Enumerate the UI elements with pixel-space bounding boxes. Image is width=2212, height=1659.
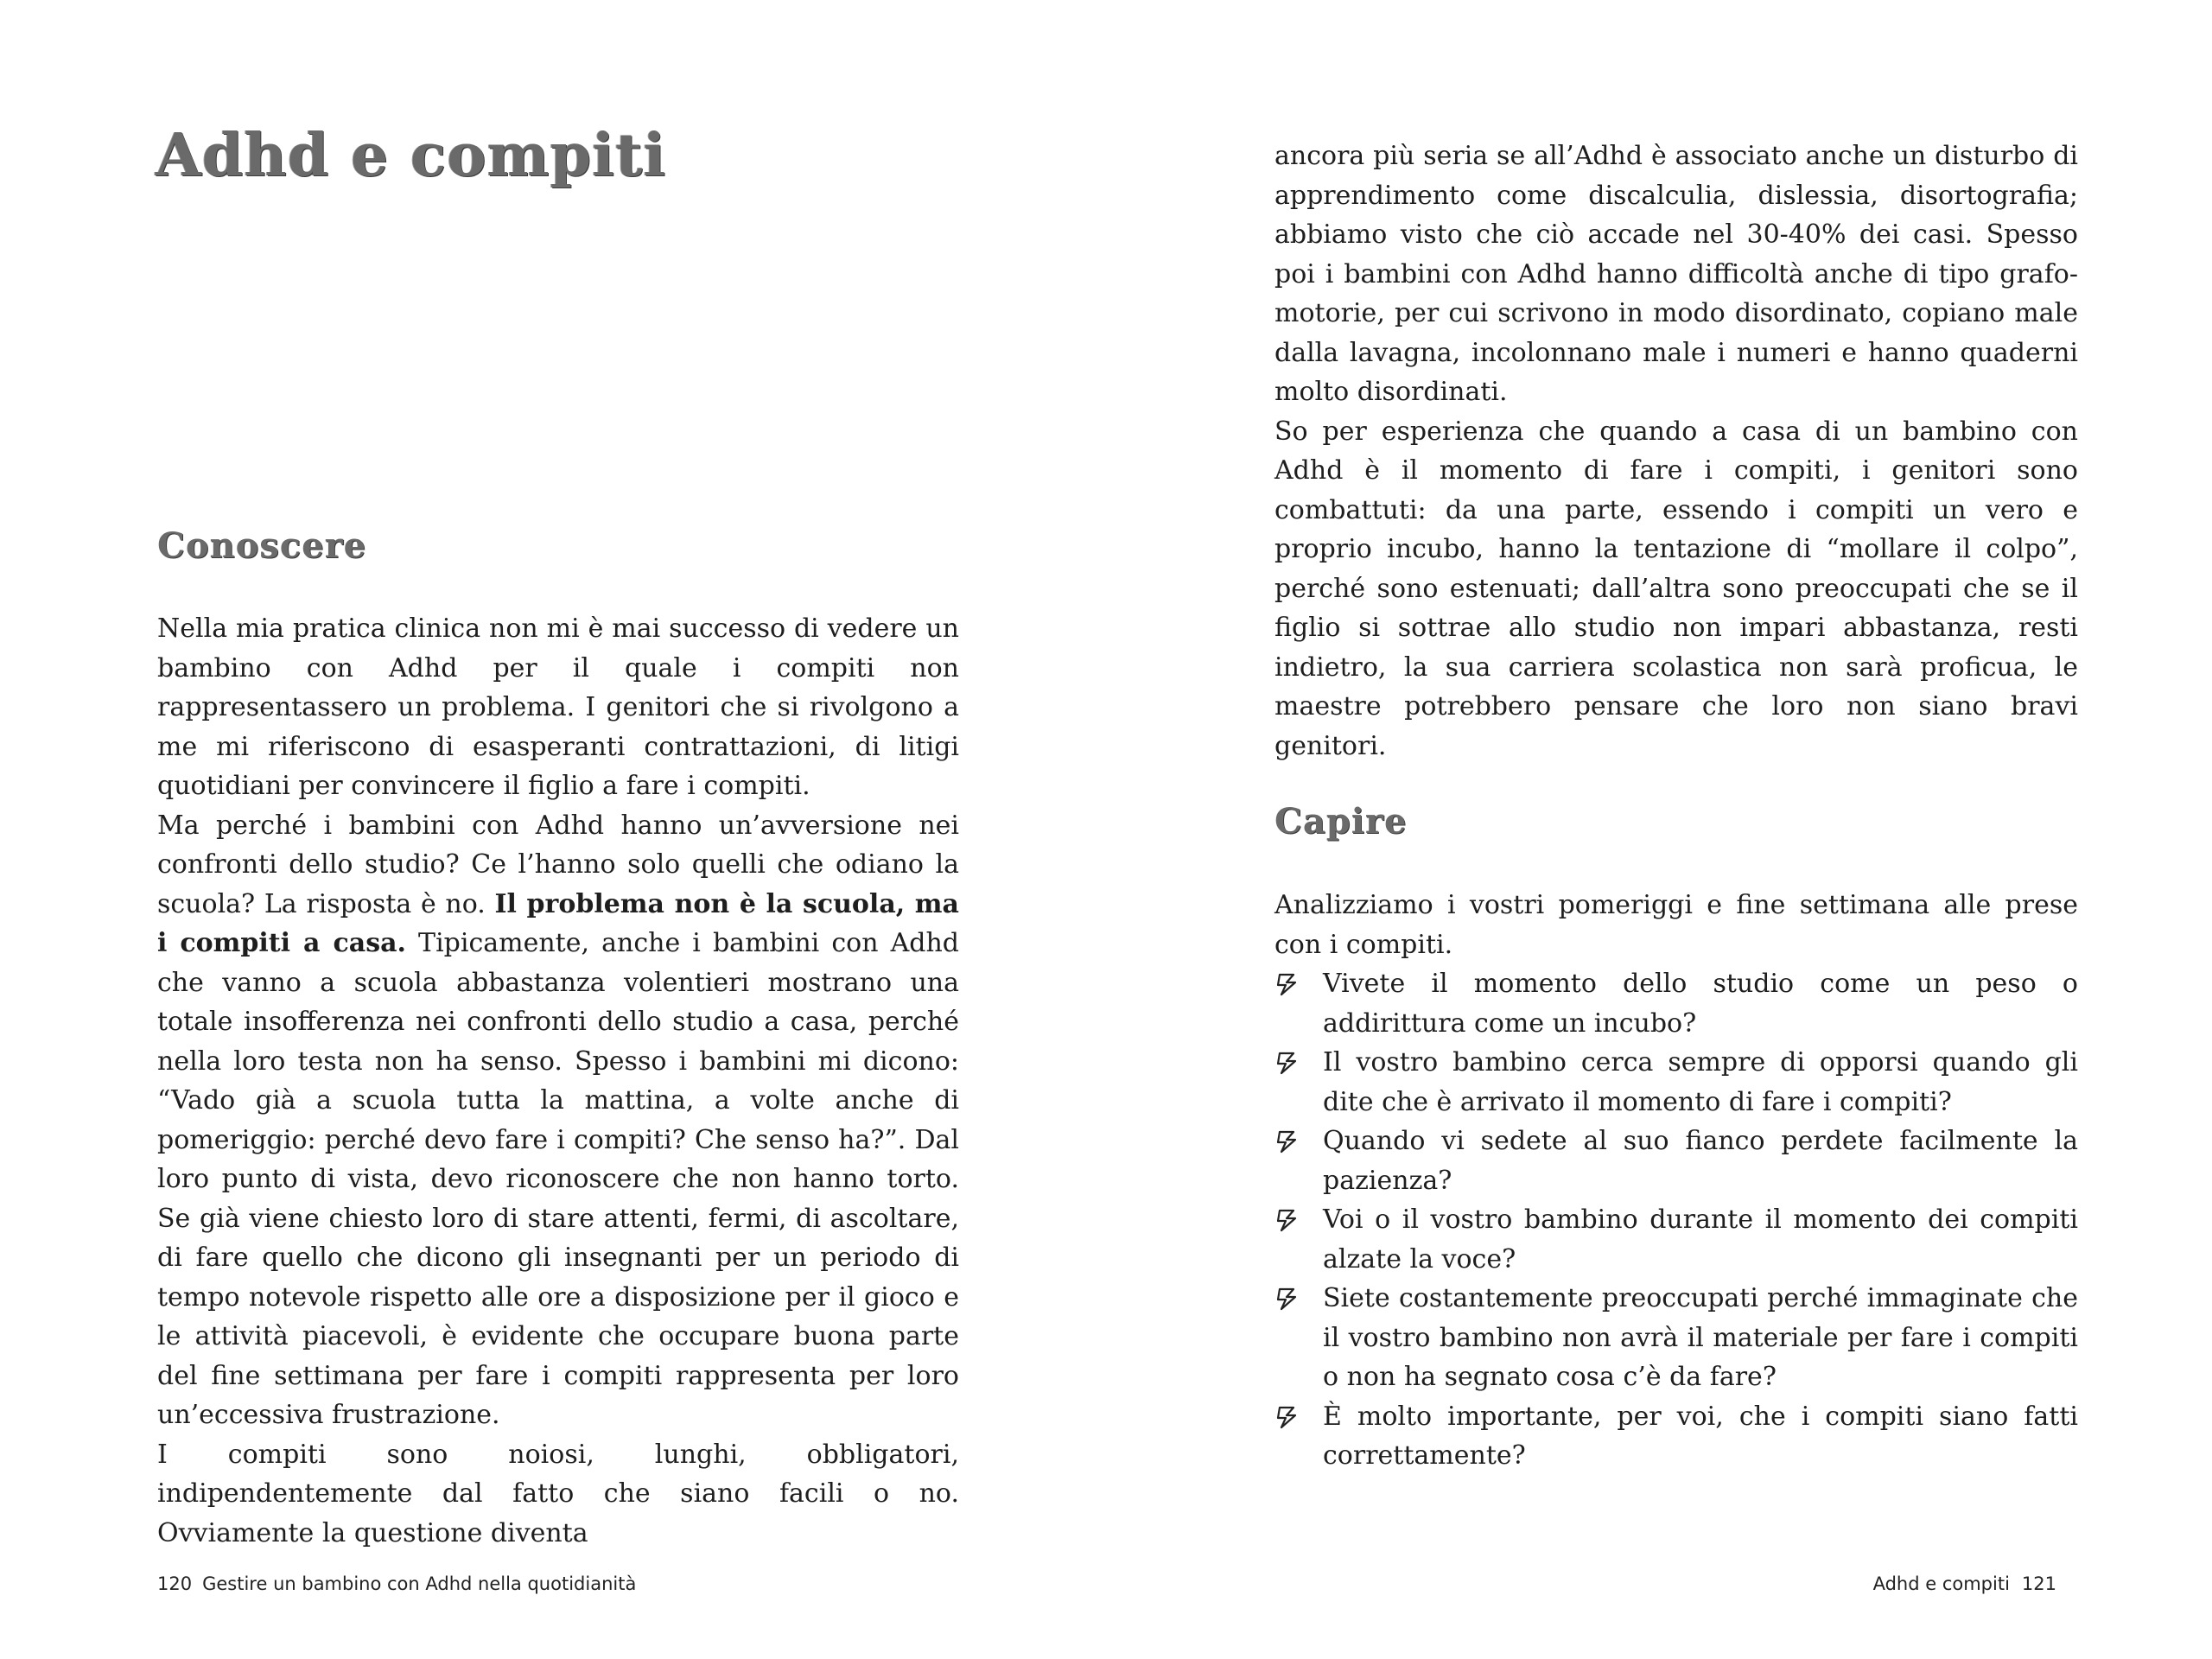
question-text: Quando vi sedete al suo fianco perdete facilmente la pazienza? — [1323, 1126, 2078, 1196]
paragraph: Nella mia pratica clinica non mi è mai successo di vedere un bambino con Adhd per il quale i compiti non rappresentassero un problema. I genitori che si rivolgono a me mi riferiscono di esasperanti contrattazioni, di litigi quotidiani per convincere il figlio a fare i compiti. — [157, 613, 959, 801]
right-page — [1106, 0, 2212, 1659]
section-heading-conoscere: Conoscere — [157, 525, 367, 566]
lightning-bolt-icon — [1276, 1287, 1299, 1311]
paragraph — [157, 806, 959, 1435]
question-item — [1274, 1122, 2078, 1200]
question-list — [1274, 964, 2078, 1476]
paragraph-text: Tipicamente, anche i bambini con Adhd che vanno a scuola abbastanza volentieri mostrano una totale insofferenza nei confronti dello studio a casa, perché nella loro testa non ha senso. Spesso i bambini mi dicono: “Vado già a scuola tutta la mattina, a volte anche di pomeriggio: perché devo fare i compiti? Che senso ha?”. Dal loro punto di vista, devo riconoscere che non hanno torto. Se già viene chiesto loro di stare attenti, fermi, di ascoltare, di fare quello che dicono gli insegnanti per un periodo di tempo notevole rispetto alle ore a disposizione per il gioco e le attività piacevoli, è evidente che occupare buona parte del fine settimana per fare i compiti rappresenta per loro un’eccessiva frustrazione. — [157, 928, 959, 1430]
lightning-bolt-icon — [1276, 972, 1299, 996]
chapter-title: Adhd e compiti — [156, 121, 667, 190]
footer-left — [157, 1573, 636, 1594]
questions-block — [1274, 886, 2078, 1476]
question-text: Vivete il momento dello studio come un peso o addirittura come un incubo? — [1323, 969, 2078, 1039]
emphasis-text: Il problema non è la scuola, ma i compiti a casa. — [157, 888, 959, 958]
intro-text: Analizziamo i vostri pomeriggi e fine settimana alle prese con i compiti. — [1274, 890, 2078, 960]
running-title: Adhd e compiti — [1872, 1573, 2010, 1594]
question-text: Siete costantemente preoccupati perché immaginate che il vostro bambino non avrà il materiale per fare i compiti o non ha segnato cosa c’è da fare? — [1323, 1283, 2078, 1392]
paragraph: ancora più seria se all’Adhd è associato anche un disturbo di apprendimento come discalculia, dislessia, disortografia; abbiamo visto che ciò accade nel 30-40% dei casi. Spesso poi i bambini con Adhd hanno difficoltà anche di tipo grafo-motorie, per cui scrivono in modo disordinato, copiano male dalla lavagna, incolonnano male i numeri e hanno quaderni molto disordinati. — [1274, 141, 2078, 407]
paragraph: So per esperienza che quando a casa di un bambino con Adhd è il momento di fare i compiti, i genitori sono combattuti: da una parte, essendo i compiti un vero e proprio incubo, hanno la tentazione di “mollare il colpo”, perché sono estenuati; dall’altra sono preoccupati che se il figlio si sottrae allo studio non impari abbastanza, resti indietro, la sua carriera scolastica non sarà proficua, le maestre potrebbero pensare che loro non siano bravi genitori. — [1274, 416, 2078, 761]
paragraph-text: Ma perché i bambini con Adhd hanno un’avversione nei confronti dello studio? Ce l’hanno solo quelli che odiano la scuola? La risposta è no. — [157, 810, 959, 919]
page-number: 121 — [2021, 1573, 2056, 1594]
question-text: Il vostro bambino cerca sempre di opporsi quando gli dite che è arrivato il momento di fare i compiti? — [1323, 1047, 2078, 1117]
lightning-bolt-icon — [1276, 1405, 1299, 1429]
lightning-bolt-icon — [1276, 1051, 1299, 1075]
question-text: Voi o il vostro bambino durante il momento dei compiti alzate la voce? — [1323, 1205, 2078, 1274]
right-body-text — [1274, 137, 2078, 766]
question-item — [1274, 964, 2078, 1043]
left-body-text — [157, 609, 959, 1553]
question-item — [1274, 1397, 2078, 1476]
question-item — [1274, 1043, 2078, 1122]
question-item — [1274, 1279, 2078, 1397]
footer-right — [1873, 1573, 2056, 1594]
lightning-bolt-icon — [1276, 1129, 1299, 1154]
lightning-bolt-icon — [1276, 1208, 1299, 1232]
running-title: Gestire un bambino con Adhd nella quotidianità — [202, 1573, 637, 1594]
question-text: È molto importante, per voi, che i compiti siano fatti correttamente? — [1323, 1401, 2078, 1471]
paragraph: I compiti sono noiosi, lunghi, obbligatori, indipendentemente dal fatto che siano facili o no. Ovviamente la questione diventa — [157, 1439, 959, 1548]
page-number: 120 — [157, 1573, 193, 1594]
section-heading-capire: Capire — [1274, 801, 1408, 842]
question-item — [1274, 1200, 2078, 1279]
